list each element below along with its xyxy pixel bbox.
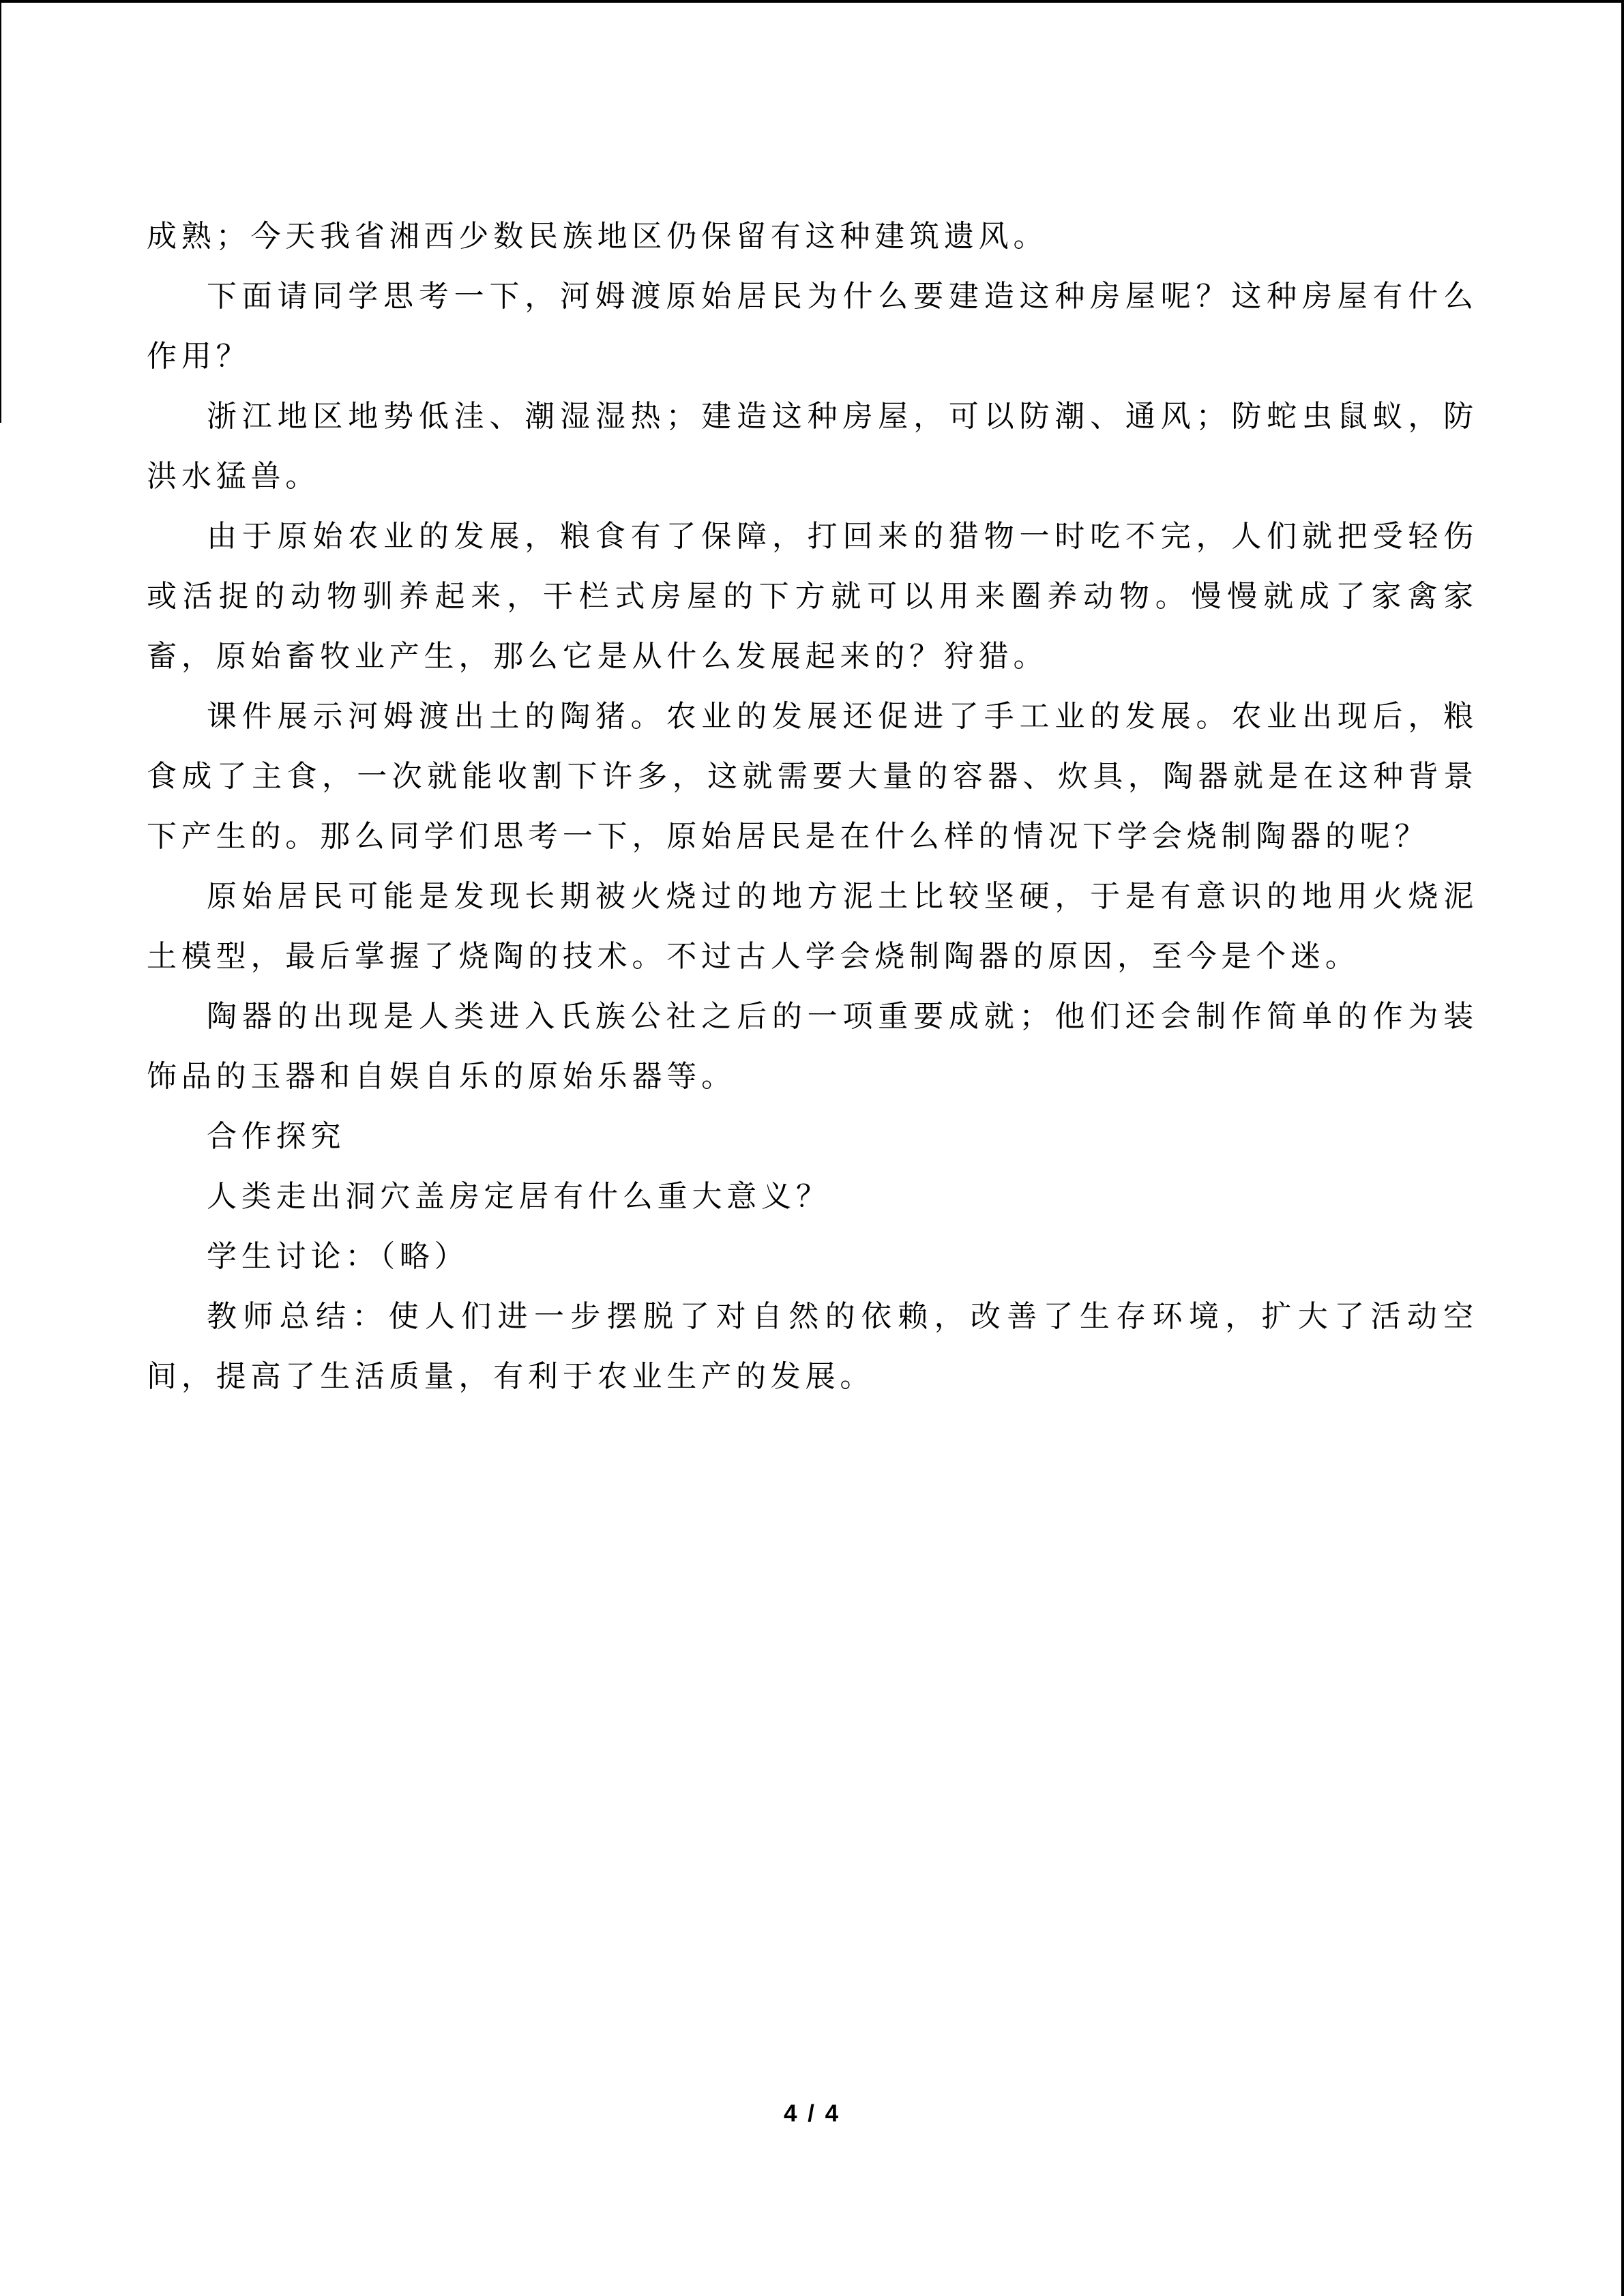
paragraph-10: 学生讨论：（略） [207,1240,469,1273]
paragraph-11: 教师总结：使人们进一步摆脱了对自然的依赖，改善了生存环境，扩大了活动空间，提高了生活质量，有利于农业生产的发展。 [147,1300,1478,1393]
paragraph-8: 合作探究 [207,1120,346,1153]
paragraph-7: 陶器的出现是人类进入氏族公社之后的一项重要成就；他们还会制作简单的作为装饰品的玉器和自娱自乐的原始乐器等。 [147,1000,1478,1093]
paragraph-3: 浙江地区地势低洼、潮湿湿热；建造这种房屋，可以防潮、通风；防蛇虫鼠蚁，防洪水猛兽。 [147,400,1478,493]
paragraph-6: 原始居民可能是发现长期被火烧过的地方泥土比较坚硬，于是有意识的地用火烧泥土模型，最后掌握了烧陶的技术。不过古人学会烧制陶器的原因，至今是个迷。 [147,880,1478,973]
page-number: 4 / 4 [783,2100,841,2127]
page-edge-left [0,0,1,423]
paragraph-2: 下面请同学思考一下，河姆渡原始居民为什么要建造这种房屋呢？这种房屋有什么作用？ [147,280,1478,373]
paragraph-4: 由于原始农业的发展，粮食有了保障，打回来的猎物一时吃不完，人们就把受轻伤或活捉的动物驯养起来，干栏式房屋的下方就可以用来圈养动物。慢慢就成了家禽家畜，原始畜牧业产生，那么它是从什么发展起来的？狩猎。 [147,520,1478,673]
page-edge-right [1621,0,1624,2296]
paragraph-1: 成熟；今天我省湘西少数民族地区仍保留有这种建筑遗风。 [147,220,1048,253]
document-text [147,207,1478,1407]
page-edge-top [0,0,1624,3]
paragraph-9: 人类走出洞穴盖房定居有什么重大意义？ [207,1180,831,1213]
paragraph-5: 课件展示河姆渡出土的陶猪。农业的发展还促进了手工业的发展。农业出现后，粮食成了主食，一次就能收割下许多，这就需要大量的容器、炊具，陶器就是在这种背景下产生的。那么同学们思考一下，原始居民是在什么样的情况下学会烧制陶器的呢？ [147,700,1478,853]
